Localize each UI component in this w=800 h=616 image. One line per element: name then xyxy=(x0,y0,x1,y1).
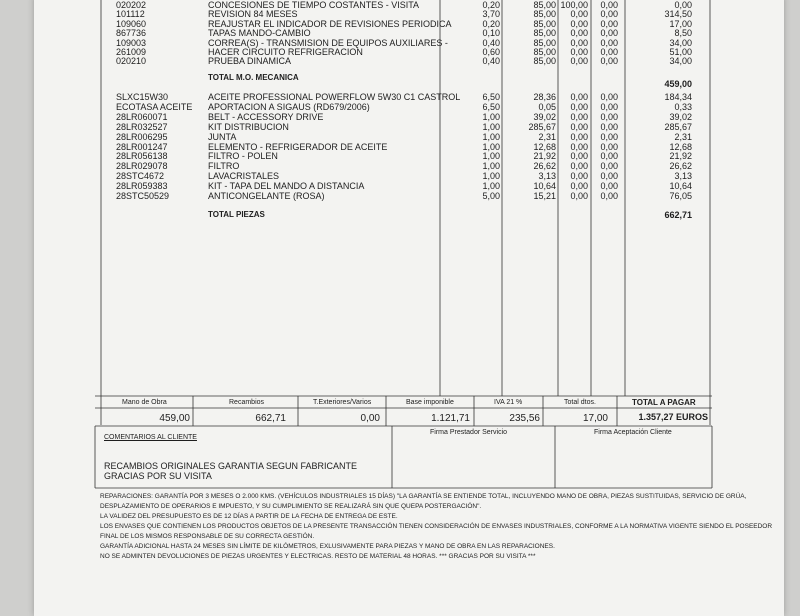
total-mo-value-row xyxy=(0,79,800,89)
labour-line-dper: 0,00 xyxy=(600,56,618,67)
summary-label-dtos: Total dtos. xyxy=(564,399,596,406)
part-line-qty: 1,00 xyxy=(482,181,500,192)
labour-line-price: 85,00 xyxy=(533,18,556,29)
part-line-total: 39,02 xyxy=(669,111,692,122)
labour-line-code: 261009 xyxy=(116,47,147,57)
part-line-code: 28LR001247 xyxy=(116,141,168,152)
firma-prestador-label: Firma Prestador Servicio xyxy=(430,429,508,436)
firma-aceptacion-label: Firma Aceptación Cliente xyxy=(594,429,672,436)
part-line-disc: 0,00 xyxy=(570,121,588,132)
part-line-dper: 0,00 xyxy=(600,92,618,102)
part-line-price: 28,36 xyxy=(533,92,556,102)
footer-line: LOS ENVASES QUE CONTIENEN LOS PRODUCTOS OBJETOS DE LA PRESENTE TRANSACCIÓN TIENEN CONSIDERACIÓN DE ENVASES INDUSTRIALES, CONFORME A LA NORMATIVA VIGENTE SIENDO EL POSEEDOR xyxy=(100,523,773,530)
part-line-qty: 5,00 xyxy=(482,191,500,201)
part-line-row xyxy=(0,151,800,161)
labour-line-dper: 0,00 xyxy=(600,18,618,29)
part-line-price: 2,31 xyxy=(538,131,556,142)
part-line-price: 3,13 xyxy=(538,171,556,182)
part-line-row xyxy=(0,102,800,112)
labour-line-total: 8,50 xyxy=(674,28,692,39)
labour-line-price: 85,00 xyxy=(533,56,556,67)
part-line-code: 28LR006295 xyxy=(116,131,168,142)
labour-line-code: 867736 xyxy=(116,28,147,39)
part-line-code: 28LR029078 xyxy=(116,161,168,172)
labour-line-total: 51,00 xyxy=(669,47,692,57)
part-line-row xyxy=(0,142,800,152)
labour-line-qty: 0,40 xyxy=(482,56,500,67)
part-line-row xyxy=(0,122,800,132)
part-line-desc: FILTRO xyxy=(208,161,240,172)
summary-label-total: TOTAL A PAGAR xyxy=(632,398,696,407)
part-line-row xyxy=(0,171,800,181)
part-line-dper: 0,00 xyxy=(600,101,618,112)
labour-line-code: 109060 xyxy=(116,18,147,29)
part-line-row xyxy=(0,112,800,122)
part-line-dper: 0,00 xyxy=(600,171,618,182)
part-line-disc: 0,00 xyxy=(570,171,588,182)
labour-line-disc: 100,00 xyxy=(560,0,588,10)
part-line-qty: 1,00 xyxy=(482,111,500,122)
part-line-row xyxy=(0,161,800,171)
labour-line-price: 85,00 xyxy=(533,37,556,48)
total-piezas-label: TOTAL PIEZAS xyxy=(208,210,265,219)
part-line-qty: 1,00 xyxy=(482,131,500,142)
total-mo-label: TOTAL M.O. MECANICA xyxy=(208,73,299,82)
part-line-row xyxy=(0,191,800,201)
labour-line-dper: 0,00 xyxy=(600,47,618,57)
part-line-disc: 0,00 xyxy=(570,191,588,201)
part-line-total: 10,64 xyxy=(669,181,692,192)
part-line-code: 28LR032527 xyxy=(116,121,168,132)
footer-line: DESPLAZAMIENTO DE OPERARIOS E IMPUESTO, Y SU CUMPLIMIENTO SE REALIZARÁ SIN QUE QUEPA POSTERGACIÓN". xyxy=(100,503,482,510)
part-line-total: 184,34 xyxy=(664,92,692,102)
part-line-disc: 0,00 xyxy=(570,181,588,192)
footer-line: LA VALIDEZ DEL PRESUPUESTO ES DE 12 DÍAS A PARTIR DE LA FECHA DE ENTREGA DE ESTE. xyxy=(100,513,398,520)
labour-line-total: 34,00 xyxy=(669,37,692,48)
part-line-desc: FILTRO - POLEN xyxy=(208,151,278,162)
labour-line-disc: 0,00 xyxy=(570,28,588,39)
part-line-desc: ELEMENTO - REFRIGERADOR DE ACEITE xyxy=(208,141,388,152)
labour-line-price: 85,00 xyxy=(533,0,556,10)
labour-line-code: 020202 xyxy=(116,0,147,10)
summary-label-exteriores: T.Exteriores/Varios xyxy=(313,399,372,406)
footer-line: GARANTÍA ADICIONAL HASTA 24 MESES SIN LÍMITE DE KILÓMETROS, EXLUSIVAMENTE PARA PIEZAS Y MANO DE OBRA EN LAS REPARACIONES. xyxy=(100,543,555,550)
summary-value-base: 1.121,71 xyxy=(431,413,470,424)
part-line-total: 2,31 xyxy=(674,131,692,142)
part-line-code: 28LR059383 xyxy=(116,181,168,192)
summary-label-recambios: Recambios xyxy=(229,399,265,406)
part-line-code: SLXC15W30 xyxy=(116,92,169,102)
labour-line-total: 314,50 xyxy=(664,9,692,20)
labour-line-qty: 3,70 xyxy=(482,9,500,20)
part-line-desc: JUNTA xyxy=(208,131,237,142)
part-line-disc: 0,00 xyxy=(570,92,588,102)
part-line-dper: 0,00 xyxy=(600,111,618,122)
part-line-row xyxy=(0,132,800,142)
part-line-disc: 0,00 xyxy=(570,131,588,142)
part-line-price: 10,64 xyxy=(533,181,556,192)
part-line-price: 26,62 xyxy=(533,161,556,172)
part-line-price: 39,02 xyxy=(533,111,556,122)
labour-line-disc: 0,00 xyxy=(570,37,588,48)
part-line-code: 28LR060071 xyxy=(116,111,168,122)
comments-heading: COMENTARIOS AL CLIENTE xyxy=(104,434,197,441)
summary-label-iva: IVA 21 % xyxy=(494,399,523,406)
labour-line-disc: 0,00 xyxy=(570,9,588,20)
labour-line-qty: 0,60 xyxy=(482,47,500,57)
labour-line-desc: HACER CIRCUITO REFRIGERACION xyxy=(208,47,363,57)
labour-line-row xyxy=(0,56,800,66)
labour-line-dper: 0,00 xyxy=(600,9,618,20)
part-line-desc: APORTACION A SIGAUS (RD679/2006) xyxy=(208,101,370,112)
labour-line-desc: REAJUSTAR EL INDICADOR DE REVISIONES PERIODICA xyxy=(208,18,452,29)
summary-value-dtos: 17,00 xyxy=(582,413,608,424)
part-line-total: 3,13 xyxy=(674,171,692,182)
labour-line-disc: 0,00 xyxy=(570,56,588,67)
total-piezas-value: 662,71 xyxy=(664,210,692,220)
part-line-dper: 0,00 xyxy=(600,161,618,172)
part-line-dper: 0,00 xyxy=(600,141,618,152)
part-line-total: 21,92 xyxy=(669,151,692,162)
part-line-total: 26,62 xyxy=(669,161,692,172)
labour-line-qty: 0,20 xyxy=(482,0,500,10)
summary-value-total: 1.357,27 EUROS xyxy=(638,412,708,422)
labour-line-total: 34,00 xyxy=(669,56,692,67)
labour-line-total: 17,00 xyxy=(669,18,692,29)
part-line-price: 0,05 xyxy=(538,101,556,112)
part-line-row xyxy=(0,181,800,191)
summary-label-mano-obra: Mano de Obra xyxy=(122,399,167,406)
part-line-dper: 0,00 xyxy=(600,131,618,142)
total-piezas-row xyxy=(0,210,800,220)
part-line-price: 285,67 xyxy=(528,121,556,132)
part-line-code: ECOTASA ACEITE xyxy=(116,101,193,112)
footer-line: NO SE ADMINTEN DEVOLUCIONES DE PIEZAS URGENTES Y ELECTRICAS. RESTO DE MATERIAL 48 HORAS. *** GRACIAS POR SU VISITA *** xyxy=(100,553,536,560)
labour-line-total: 0,00 xyxy=(674,0,692,10)
footer-line: FINAL DE LOS MISMOS RESPONSABLE DE SU CORRECTA GESTIÓN. xyxy=(100,533,315,540)
labour-line-code: 101112 xyxy=(116,9,145,20)
summary-value-mano-obra: 459,00 xyxy=(159,413,190,424)
labour-line-price: 85,00 xyxy=(533,28,556,39)
labour-line-disc: 0,00 xyxy=(570,47,588,57)
part-line-code: 28STC4672 xyxy=(116,171,165,182)
labour-line-qty: 0,40 xyxy=(482,37,500,48)
part-line-total: 285,67 xyxy=(664,121,692,132)
labour-line-code: 109003 xyxy=(116,37,147,48)
labour-line-desc: CONCESIONES DE TIEMPO COSTANTES - VISITA xyxy=(208,0,420,10)
part-line-dper: 0,00 xyxy=(600,121,618,132)
part-line-qty: 1,00 xyxy=(482,161,500,172)
part-line-desc: ANTICONGELANTE (ROSA) xyxy=(208,191,325,201)
part-line-qty: 1,00 xyxy=(482,171,500,182)
part-line-price: 21,92 xyxy=(533,151,556,162)
part-line-price: 15,21 xyxy=(533,191,556,201)
total-mo-value: 459,00 xyxy=(664,79,692,89)
labour-line-qty: 0,20 xyxy=(482,18,500,29)
part-line-total: 76,05 xyxy=(669,191,692,201)
labour-line-desc: PRUEBA DINAMICA xyxy=(208,56,292,67)
part-line-desc: BELT - ACCESSORY DRIVE xyxy=(208,111,324,122)
part-line-qty: 1,00 xyxy=(482,141,500,152)
part-line-desc: LAVACRISTALES xyxy=(208,171,280,182)
part-line-code: 28STC50529 xyxy=(116,191,170,201)
part-line-disc: 0,00 xyxy=(570,101,588,112)
part-line-code: 28LR056138 xyxy=(116,151,168,162)
part-line-dper: 0,00 xyxy=(600,191,618,201)
labour-line-price: 85,00 xyxy=(533,47,556,57)
labour-line-code: 020210 xyxy=(116,56,147,67)
labour-line-disc: 0,00 xyxy=(570,18,588,29)
summary-value-recambios: 662,71 xyxy=(255,413,286,424)
part-line-row xyxy=(0,92,800,102)
summary-label-base: Base imponible xyxy=(406,399,454,406)
part-line-qty: 1,00 xyxy=(482,151,500,162)
part-line-disc: 0,00 xyxy=(570,141,588,152)
part-line-disc: 0,00 xyxy=(570,151,588,162)
part-line-desc: KIT - TAPA DEL MANDO A DISTANCIA xyxy=(208,181,365,192)
summary-value-exteriores: 0,00 xyxy=(360,413,380,424)
labour-line-desc: TAPAS MANDO-CAMBIO xyxy=(208,28,311,39)
labour-line-dper: 0,00 xyxy=(600,0,618,10)
part-line-price: 12,68 xyxy=(533,141,556,152)
summary-value-iva: 235,56 xyxy=(509,413,540,424)
labour-line-desc: REVISION 84 MESES xyxy=(208,9,298,20)
part-line-qty: 6,50 xyxy=(482,101,500,112)
part-line-disc: 0,00 xyxy=(570,111,588,122)
labour-line-dper: 0,00 xyxy=(600,37,618,48)
part-line-dper: 0,00 xyxy=(600,151,618,162)
part-line-total: 0,33 xyxy=(674,101,692,112)
footer-line: REPARACIONES: GARANTÍA POR 3 MESES O 2.000 KMS. (VEHÍCULOS INDUSTRIALES 15 DÍAS) "LA GARANTÍA SE ENTIENDE TOTAL, INCLUYENDO MANO DE OBRA, PIEZAS SUSTITUIDAS, SERVICIO DE GRÚA, xyxy=(100,493,747,500)
labour-line-dper: 0,00 xyxy=(600,28,618,39)
labour-line-price: 85,00 xyxy=(533,9,556,20)
part-line-dper: 0,00 xyxy=(600,181,618,192)
part-line-qty: 1,00 xyxy=(482,121,500,132)
labour-line-desc: CORREA(S) - TRANSMISION DE EQUIPOS AUXILIARES - xyxy=(208,37,448,48)
comment-text: RECAMBIOS ORIGINALES GARANTIA SEGUN FABRICANTE GRACIAS POR SU VISITA xyxy=(104,461,358,481)
part-line-disc: 0,00 xyxy=(570,161,588,172)
part-line-qty: 6,50 xyxy=(482,92,500,102)
part-line-desc: ACEITE PROFESSIONAL POWERFLOW 5W30 C1 CASTROL xyxy=(208,92,461,102)
part-line-desc: KIT DISTRIBUCION xyxy=(208,121,289,132)
labour-line-qty: 0,10 xyxy=(482,28,500,39)
part-line-total: 12,68 xyxy=(669,141,692,152)
